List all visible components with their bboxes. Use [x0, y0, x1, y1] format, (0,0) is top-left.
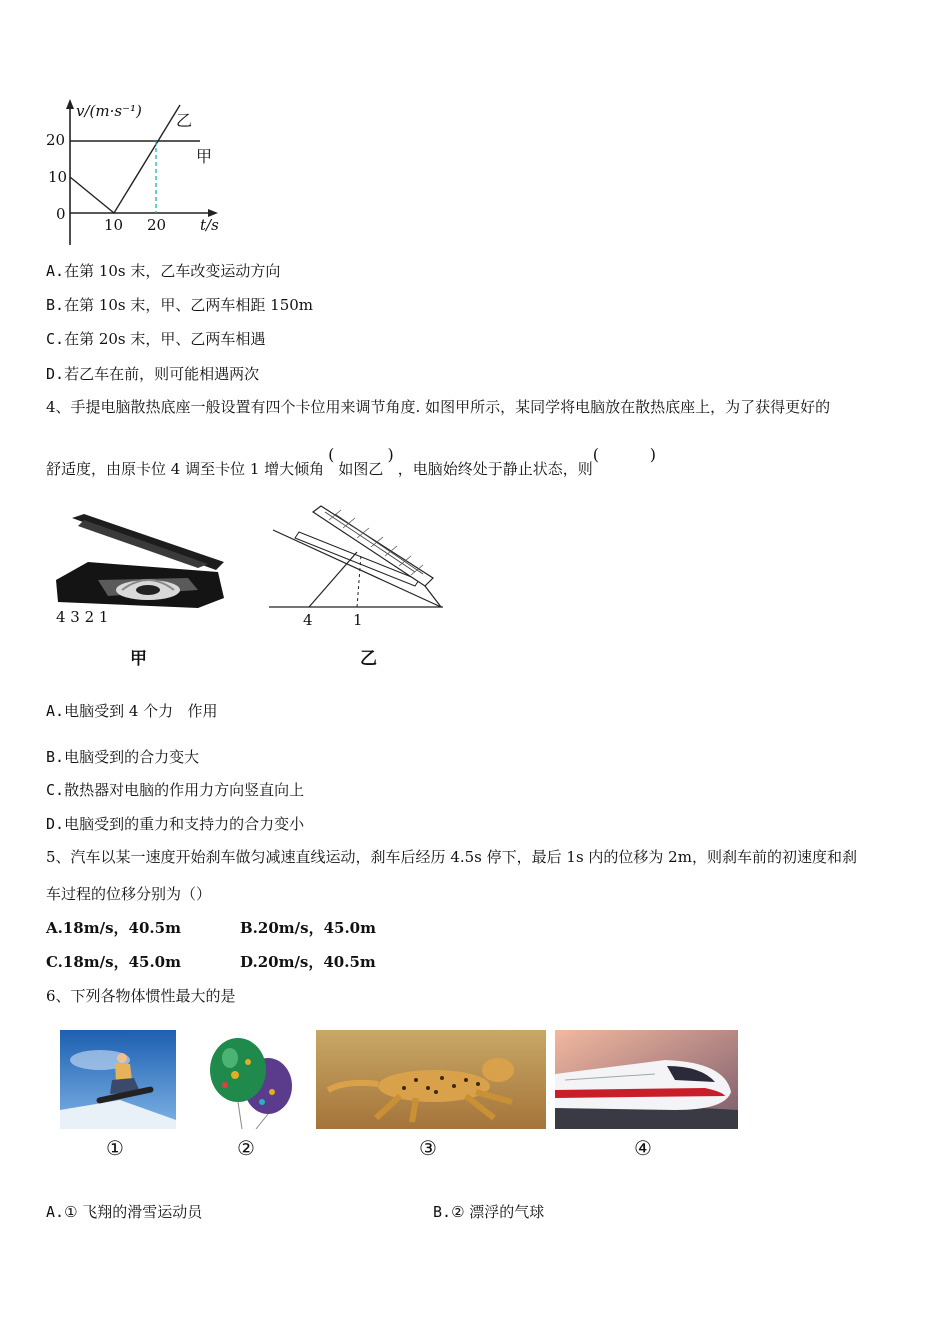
q4-option-a: A.电脑受到 4 个力 作用 — [46, 702, 218, 720]
q4-stem-line1: 4、手提电脑散热底座一般设置有四个卡位用来调节角度. 如图甲所示，某同学将电脑放在散热底座上，为了获得更好的 — [46, 398, 831, 416]
graph-y-tick-10: 10 — [48, 168, 68, 186]
figure-yi-angle-diagram — [265, 500, 450, 615]
series-yi-line — [70, 105, 180, 213]
q3-option-c: C.在第 20s 末，甲、乙两车相遇 — [46, 330, 266, 348]
graph-x-tick-10: 10 — [104, 216, 124, 234]
graph-line-yi-label: 乙 — [176, 111, 193, 130]
q4-stem-line2: 舒适度，由原卡位 4 调至卡位 1 增大倾角(如图乙)，电脑始终处于静止状态，则( ) — [46, 445, 657, 478]
q3-option-d: D.若乙车在前，则可能相遇两次 — [46, 365, 260, 383]
q5-stem-line1: 5、汽车以某一速度开始刹车做匀减速直线运动，刹车后经历 4.5s 停下，最后 1s 内的位移为 2m，则刹车前的初速度和刹 — [46, 848, 857, 866]
q5-option-b: B.20m/s，45.0m — [240, 919, 376, 937]
image-label-2: ② — [237, 1136, 255, 1160]
q5-option-a: A.18m/s，40.5m — [46, 919, 181, 937]
figure-jia-label: 甲 — [130, 649, 147, 669]
graph-y-label: v/(m·s⁻¹) — [76, 102, 142, 120]
image-label-3: ③ — [419, 1136, 437, 1160]
photo-cheetah — [316, 1030, 546, 1129]
q6-stem: 6、下列各物体惯性最大的是 — [46, 987, 236, 1005]
q6-option-b: B.② 漂浮的气球 — [433, 1203, 545, 1221]
q5-option-d: D.20m/s，40.5m — [240, 953, 376, 971]
image-label-4: ④ — [634, 1136, 652, 1160]
image-label-1: ① — [106, 1136, 124, 1160]
graph-line-jia-label: 甲 — [196, 147, 213, 166]
graph-y-tick-0: 0 — [56, 205, 66, 223]
figure-yi-slot-1: 1 — [353, 611, 363, 629]
q4-option-d: D.电脑受到的重力和支持力的合力变小 — [46, 815, 305, 833]
graph-x-label: t/s — [200, 216, 219, 234]
figure-jia-laptop-stand — [48, 510, 233, 615]
q5-option-c: C.18m/s，45.0m — [46, 953, 181, 971]
q3-option-a: A.在第 10s 末，乙车改变运动方向 — [46, 262, 281, 280]
q3-option-b: B.在第 10s 末，甲、乙两车相距 150m — [46, 296, 314, 314]
figure-yi-slot-4: 4 — [303, 611, 313, 629]
figure-jia-slots: 4 3 2 1 — [56, 608, 109, 626]
q4-option-b: B.电脑受到的合力变大 — [46, 748, 200, 766]
figure-yi-label: 乙 — [360, 649, 377, 669]
photo-snowboarder — [60, 1030, 176, 1129]
y-axis-arrow — [66, 99, 74, 109]
graph-x-tick-20: 20 — [147, 216, 167, 234]
photo-balloons — [190, 1030, 306, 1129]
photo-high-speed-train — [555, 1030, 738, 1129]
graph-y-tick-20: 20 — [46, 131, 66, 149]
q6-option-a: A.① 飞翔的滑雪运动员 — [46, 1203, 203, 1221]
q5-stem-line2: 车过程的位移分别为（） — [46, 885, 212, 903]
q4-option-c: C.散热器对电脑的作用力方向竖直向上 — [46, 781, 305, 799]
